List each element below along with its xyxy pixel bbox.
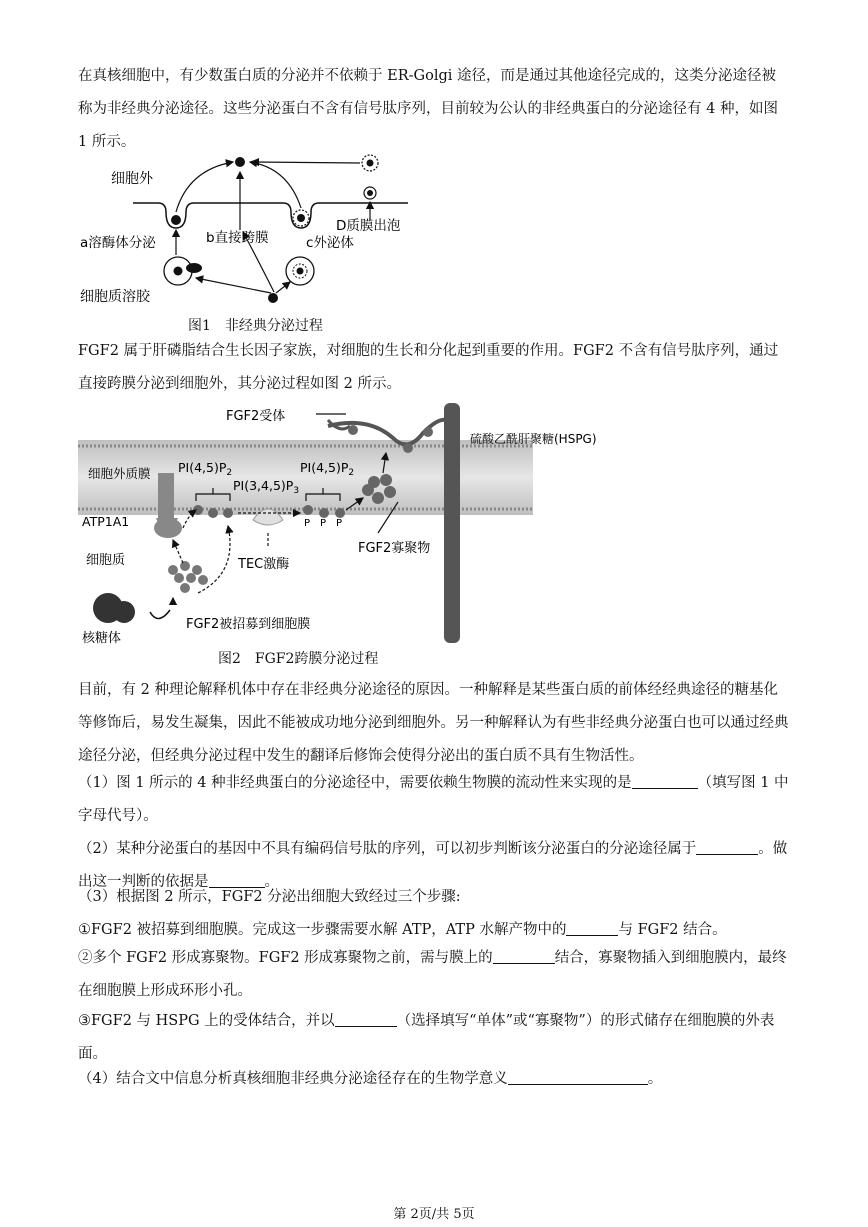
figure-1 bbox=[78, 150, 428, 335]
question-2: （2）某种分泌蛋白的基因中不具有编码信号肽的序列，可以初步判断该分泌蛋白的分泌途径属于 。做出这一判断的依据是 。 bbox=[78, 841, 788, 890]
question-3: （3）根据图 2 所示，FGF2 分泌出细胞大致经过三个步骤: bbox=[78, 889, 461, 905]
answer-blank-1[interactable] bbox=[632, 774, 698, 790]
theory-paragraph: 目前，有 2 种理论解释机体中存在非经典分泌途径的原因。一种解释是某些蛋白质的前体经经典途径的糖基化等修饰后，易发生凝集，因此不能被成功地分泌到细胞外。另一种解释认为有些非经典分泌蛋白也可以通过经典途径分泌，但经典分泌过程中发生的翻译后修饰会使得分泌出的蛋白质不具有生物活性。 bbox=[78, 682, 789, 764]
answer-blank-3a[interactable] bbox=[566, 921, 618, 937]
fig2-p-label-3: P bbox=[336, 518, 343, 529]
fig2-ribosome-label: 核糖体 bbox=[82, 631, 122, 646]
fig2-p-label-1: P bbox=[304, 518, 311, 529]
step-3: ③FGF2 与 HSPG 上的受体结合，并以 （选择填写“单体”或“寡聚物”）的形式储存在细胞膜的外表面。 bbox=[78, 1013, 775, 1062]
fig2-pi345-label: $PI(3,4,5)P_3$ bbox=[233, 478, 300, 496]
fig1-extracellular-label: 细胞外 bbox=[111, 171, 153, 187]
answer-blank-2a[interactable] bbox=[696, 840, 758, 856]
fig1-path-c-label: c外泌体 bbox=[306, 235, 354, 251]
answer-blank-4[interactable] bbox=[508, 1070, 648, 1086]
fig1-path-d-label: D质膜出泡 bbox=[336, 218, 401, 234]
fig1-cytosol-label: 细胞质溶胶 bbox=[80, 289, 150, 305]
question-1: （1）图 1 所示的 4 种非经典蛋白的分泌途径中，需要依赖生物膜的流动性来实现的是 （填写图 1 中字母代号）。 bbox=[78, 775, 789, 824]
fig1-caption: 图1 非经典分泌过程 bbox=[188, 318, 323, 334]
fig2-hspg-label: 硫酸乙酰肝聚糖(HSPG) bbox=[470, 432, 597, 446]
fig2-caption: 图2 FGF2跨膜分泌过程 bbox=[218, 651, 379, 667]
figure-2 bbox=[78, 398, 597, 646]
fig2-atp1a1-label: ATP1A1 bbox=[82, 514, 130, 529]
fig2-p-label-2: P bbox=[320, 518, 327, 529]
fig2-pi45-1-label: $PI(4,5)P_2$ bbox=[178, 460, 233, 478]
fgf2-paragraph: FGF2 属于肝磷脂结合生长因子家族，对细胞的生长和分化起到重要的作用。FGF2 不含有信号肽序列，通过直接跨膜分泌到细胞外，其分泌过程如图 2 所示。 bbox=[78, 343, 779, 392]
fig2-recruit-label: FGF2被招募到细胞膜 bbox=[186, 617, 311, 632]
step-2: ②多个 FGF2 形成寡聚物。FGF2 形成寡聚物之前，需与膜上的 结合，寡聚物插入到细胞膜内，最终在细胞膜上形成环形小孔。 bbox=[78, 950, 787, 999]
fig2-membrane-label: 细胞外质膜 bbox=[88, 466, 151, 481]
fig2-pi45-2-label: $PI(4,5)P_2$ bbox=[300, 460, 355, 478]
step-1: ①FGF2 被招募到细胞膜。完成这一步骤需要水解 ATP，ATP 水解产物中的 与 FGF2 结合。 bbox=[78, 922, 727, 938]
page-footer: 第 2页/共 5页 bbox=[393, 1207, 475, 1222]
question-4: （4）结合文中信息分析真核细胞非经典分泌途径存在的生物学意义 。 bbox=[78, 1071, 663, 1087]
fig2-cytoplasm-label: 细胞质 bbox=[86, 553, 126, 568]
intro-paragraph: 在真核细胞中，有少数蛋白质的分泌并不依赖于 ER-Golgi 途径，而是通过其他途径完成的，这类分泌途径被称为非经典分泌途径。这些分泌蛋白不含有信号肽序列，目前较为公认的非经典蛋白的分泌途径有 4 种，如图 1 所示。 bbox=[78, 68, 778, 150]
fig2-receptor-label: FGF2受体 bbox=[226, 409, 286, 424]
answer-blank-3c[interactable] bbox=[335, 1012, 397, 1028]
fig2-tec-label: TEC激酶 bbox=[238, 557, 290, 572]
fig1-path-b-label: b直接跨膜 bbox=[206, 230, 269, 246]
fig2-oligomer-label: FGF2寡聚物 bbox=[358, 541, 431, 556]
answer-blank-3b[interactable] bbox=[493, 949, 555, 965]
fig1-path-a-label: a溶酶体分泌 bbox=[80, 235, 156, 251]
